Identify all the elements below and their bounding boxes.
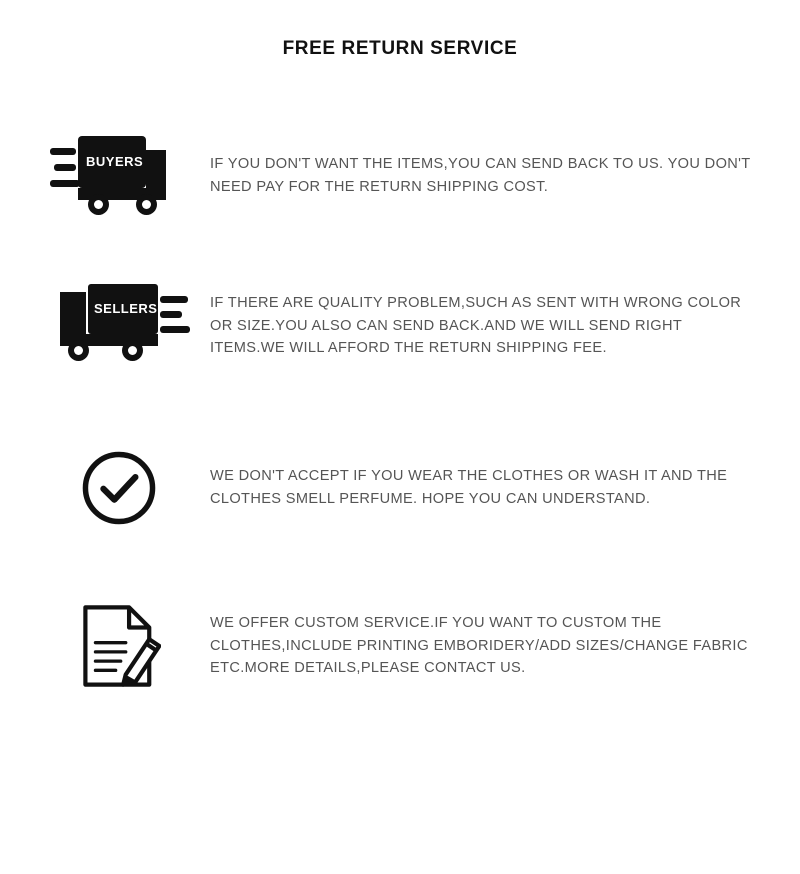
- truck-cab: [60, 292, 86, 308]
- policy-sections: [0, 112, 800, 710]
- row-icon-slot: [44, 128, 194, 224]
- row-icon-slot: [44, 602, 194, 690]
- policy-text-custom: WE OFFER CUSTOM SERVICE.IF YOU WANT TO CUSTOM THE CLOTHES,INCLUDE PRINTING EMBORIDERY/ADD SIZES/CHANGE FABRIC ETC.MORE DETAILS,PLEASE CONTACT US.: [210, 615, 748, 677]
- row-icon-slot: [44, 278, 194, 374]
- truck-wheel: [68, 340, 89, 361]
- policy-text-condition: WE DON'T ACCEPT IF YOU WEAR THE CLOTHES OR WASH IT AND THE CLOTHES SMELL PERFUME. HOPE YOU CAN UNDERSTAND.: [210, 468, 728, 507]
- truck-badge-label: SELLERS: [94, 301, 158, 316]
- truck-buyers-icon: [50, 128, 188, 224]
- pencil-icon: [123, 639, 159, 684]
- page-title: FREE RETURN SERVICE: [282, 38, 518, 59]
- truck-cab-body: [146, 150, 166, 188]
- free-return-service-page: [0, 38, 800, 874]
- speed-line: [160, 326, 190, 333]
- truck-wheel: [122, 340, 143, 361]
- truck-wheel: [88, 194, 109, 215]
- policy-row-condition: [0, 424, 800, 552]
- policy-text-sellers: IF THERE ARE QUALITY PROBLEM,SUCH AS SENT WITH WRONG COLOR OR SIZE.YOU ALSO CAN SEND BACK.AND WE WILL SEND RIGHT ITEMS.WE WILL AFFORD THE RETURN SHIPPING FEE.: [210, 295, 742, 357]
- speed-line: [50, 180, 80, 187]
- policy-row-custom: [0, 582, 800, 710]
- truck-badge-label: BUYERS: [86, 154, 144, 169]
- truck-sellers-icon: [50, 278, 188, 374]
- truck-wheel: [136, 194, 157, 215]
- document-pencil-icon: [77, 602, 161, 690]
- speed-line: [160, 296, 188, 303]
- speed-line: [160, 311, 182, 318]
- speed-line: [50, 148, 76, 155]
- policy-row-buyers: [0, 112, 800, 240]
- check-circle-icon: [80, 449, 158, 527]
- speed-line: [54, 164, 76, 171]
- policy-text-buyers: IF YOU DON'T WANT THE ITEMS,YOU CAN SEND BACK TO US. YOU DON'T NEED PAY FOR THE RETURN SHIPPING COST.: [210, 156, 751, 195]
- policy-row-sellers: [0, 262, 800, 390]
- row-icon-slot: [44, 449, 194, 527]
